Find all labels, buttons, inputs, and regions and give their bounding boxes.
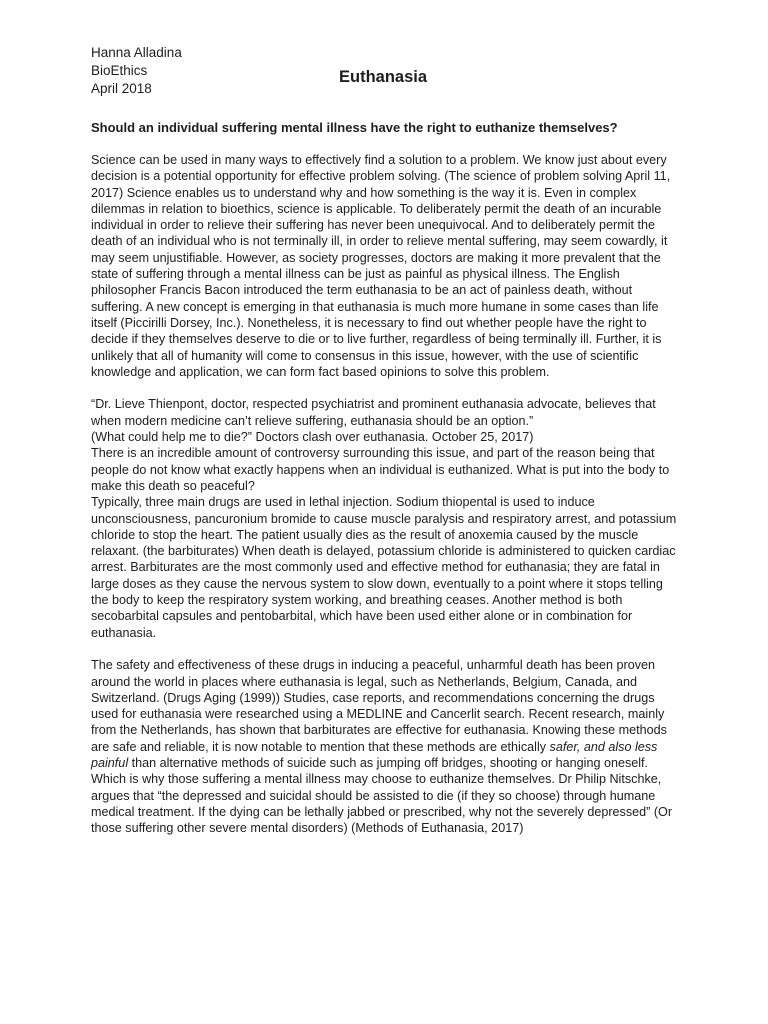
author-name: Hanna Alladina [91,45,182,60]
paragraph-controversy: There is an incredible amount of controversy surrounding this issue, and part of the reason being that people do not know what exactly happens when an individual is euthanized. What is put into the body to make this death so peaceful? [91,446,670,493]
document-date: April 2018 [91,81,152,96]
research-question: Should an individual suffering mental illness have the right to euthanize themselves? [91,120,618,135]
document-body [91,152,681,836]
paragraph-quote: “Dr. Lieve Thienpont, doctor, respected psychiatrist and prominent euthanasia advocate, believes that when modern medicine can’t relieve suffering, euthanasia should be an option.” [91,397,656,428]
paragraph-safety [91,657,681,836]
paragraph-drugs: Typically, three main drugs are used in lethal injection. Sodium thiopental is used to induce unconsciousness, pancuronium bromide to cause muscle paralysis and respiratory arrest, and potassium chloride to stop the heart. The patient usually dies as the result of anoxemia caused by the muscle relaxant. (the barbiturates) When death is delayed, potassium chloride is administered to quicken cardiac arrest. Barbiturates are the most commonly used and effective method for euthanasia; they are fatal in large doses as they cause the nervous system to slow down, eventually to a point where it stops telling the body to keep the respiratory system working, and breathing ceases. Another method is both secobarbital capsules and pentobarbital, which have been used either alone or in combination for euthanasia. [91,495,677,640]
course-name: BioEthics [91,63,148,78]
paragraph-safety-part-2: than alternative methods of suicide such as jumping off bridges, shooting or hanging oneself. Which is why those suffering a mental illness may choose to euthanize themselves. Dr Philip Nitschke, argues that “the depressed and suicidal should be assisted to die (if they so choose) through humane medical treatment. If the dying can be lethally jabbed or prescribed, why not the severely depressed” (Or those suffering other severe mental disorders) (Methods of Euthanasia, 2017) [91,755,673,836]
paragraph-introduction: Science can be used in many ways to effectively find a solution to a problem. We know just about every decision is a potential opportunity for effective problem solving. (The science of problem solving April 11, 2017) Science enables us to understand why and how something is the way it is. Even in complex dilemmas in relation to bioethics, science is applicable. To deliberately permit the death of an incurable individual in order to relieve their suffering has never been unequivocal. And to deliberately permit the death of an individual who is not terminally ill, in order to relieve mental suffering, may seem cowardly, it may seem unjustifiable. However, as society progresses, doctors are making it more prevalent that the state of suffering through a mental illness can be just as painful as physical illness. The English philosopher Francis Bacon introduced the term euthanasia to be an act of painless death, without suffering. A new concept is emerging in that euthanasia is much more humane in some cases than life itself (Piccirilli Dorsey, Inc.). Nonetheless, it is necessary to find out whether people have the right to decide if they themselves deserve to die or to live further, regardless of being terminally ill. Further, it is unlikely that all of humanity will come to consensus in this issue, however, with the use of scientific knowledge and application, we can form fact based opinions to solve this problem. [91,153,671,379]
paragraph-quote-citation: (What could help me to die?” Doctors clash over euthanasia. October 25, 2017) [91,430,534,445]
paragraph-safety-emphasis: safer, and also less painful [91,739,658,770]
paragraph-safety-part-1: The safety and effectiveness of these drugs in inducing a peaceful, unharmful death has been proven around the world in places where euthanasia is legal, such as Netherlands, Belgium, Canada, and Switzerland. (Drugs Aging (1999)) Studies, case reports, and recommendations concerning the drugs used for euthanasia were researched using a MEDLINE and Cancerlit search. Recent research, mainly from the Netherlands, has shown that barbiturates are effective for euthanasia. Knowing these methods are safe and reliable, it is now notable to mention that these methods are ethically [91,658,667,754]
document-title: Euthanasia [339,68,428,86]
document-header-meta [91,44,182,98]
